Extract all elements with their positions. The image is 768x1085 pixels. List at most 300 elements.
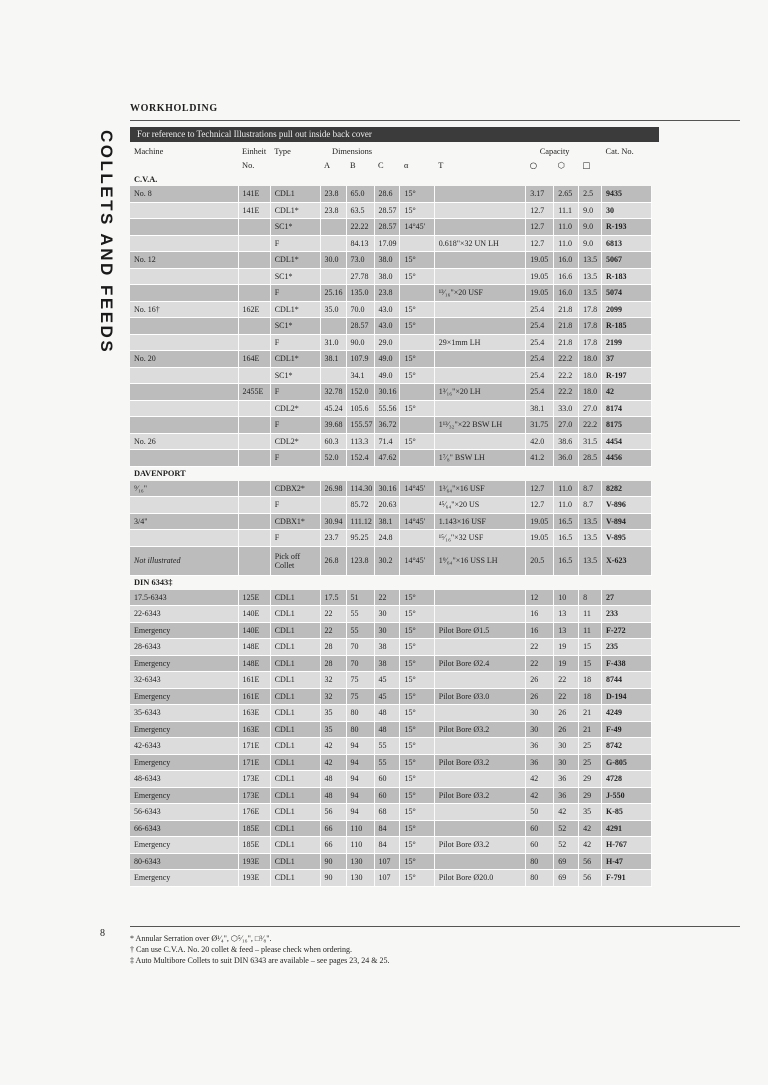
header-row-1 (130, 145, 652, 158)
table-cell: CDL1 (270, 738, 320, 755)
table-row (130, 804, 652, 821)
table-cell: 17.8 (579, 301, 602, 318)
table-cell: CDL2* (270, 400, 320, 417)
table-cell: 42 (554, 804, 579, 821)
table-cell: ¹³⁄₁₆"×20 USF (434, 285, 525, 302)
table-row (130, 367, 652, 384)
table-row (130, 252, 652, 269)
table-cell: CDL1 (270, 787, 320, 804)
table-cell: 17.09 (374, 235, 400, 252)
table-cell: 15° (400, 804, 434, 821)
table-cell: 43.0 (374, 301, 400, 318)
table-cell: CDL1 (270, 688, 320, 705)
table-cell: 80-6343 (130, 853, 238, 870)
table-cell: 30 (374, 606, 400, 623)
table-cell: 15° (400, 400, 434, 417)
table-cell (320, 268, 346, 285)
table-cell: 90 (320, 853, 346, 870)
table-row (130, 513, 652, 530)
table-cell: CDL1 (270, 870, 320, 887)
table-cell: 29 (579, 771, 602, 788)
table-cell: CDBX2* (270, 481, 320, 497)
cat-no-cell: 2099 (602, 301, 652, 318)
table-cell: 185E (238, 820, 270, 837)
table-cell: 12.7 (526, 235, 554, 252)
table-cell: 38.1 (320, 351, 346, 368)
table-cell: 22.2 (554, 351, 579, 368)
table-cell (238, 252, 270, 269)
table-cell (434, 186, 525, 202)
cat-no-cell: 4456 (602, 450, 652, 467)
table-cell: 13.5 (579, 252, 602, 269)
table-cell: 16.5 (554, 513, 579, 530)
table-cell: 38.0 (374, 268, 400, 285)
table-cell (130, 202, 238, 219)
table-cell: 36 (526, 754, 554, 771)
table-cell: 42 (526, 771, 554, 788)
header-c: C (378, 160, 384, 170)
cat-no-cell: 9435 (602, 186, 652, 202)
cat-no-cell: H-47 (602, 853, 652, 870)
table-cell: 21 (579, 721, 602, 738)
table-cell: 173E (238, 787, 270, 804)
table-cell: 18 (579, 688, 602, 705)
table-cell: 16.6 (554, 268, 579, 285)
table-cell: 21.8 (554, 301, 579, 318)
table-cell: 20.63 (374, 497, 400, 514)
table-cell (238, 546, 270, 575)
table-cell: 22 (374, 590, 400, 606)
table-row (130, 433, 652, 450)
table-cell: SC1* (270, 268, 320, 285)
table-cell: CDL1* (270, 252, 320, 269)
table-cell: 26 (526, 688, 554, 705)
bottom-rule (130, 926, 740, 927)
cat-no-cell: R-185 (602, 318, 652, 335)
table-cell: 15° (400, 655, 434, 672)
table-cell: 42 (579, 820, 602, 837)
table-cell: Emergency (130, 655, 238, 672)
table-cell: 2.65 (554, 186, 579, 202)
table-cell (238, 268, 270, 285)
table-row (130, 721, 652, 738)
table-cell (434, 738, 525, 755)
table-cell: 42 (320, 754, 346, 771)
table-cell: 22.22 (346, 219, 374, 236)
table-cell: 12.7 (526, 202, 554, 219)
table-cell: 55 (346, 622, 374, 639)
table-cell: 163E (238, 705, 270, 722)
table-cell: 80 (346, 721, 374, 738)
table-cell: 29×1mm LH (434, 334, 525, 351)
table-cell: 94 (346, 771, 374, 788)
cat-no-cell: 4454 (602, 433, 652, 450)
table-cell: 2455E (238, 384, 270, 401)
table-row (130, 219, 652, 236)
table-cell: Pilot Bore Ø3.2 (434, 754, 525, 771)
table-cell: 14°45' (400, 219, 434, 236)
cat-no-cell: 4728 (602, 771, 652, 788)
table-cell: 113.3 (346, 433, 374, 450)
table-cell: CDL1 (270, 655, 320, 672)
table-cell: Pilot Bore Ø20.0 (434, 870, 525, 887)
table-cell: CDL1 (270, 804, 320, 821)
table-cell: 30.16 (374, 384, 400, 401)
table-row (130, 384, 652, 401)
table-row (130, 318, 652, 335)
table-cell: ⁹⁄₁₆" (130, 481, 238, 497)
table-cell: 13.5 (579, 546, 602, 575)
cat-no-cell: V-894 (602, 513, 652, 530)
table-cell: 36 (526, 738, 554, 755)
table-cell: Emergency (130, 721, 238, 738)
section-label: WORKHOLDING (130, 103, 218, 114)
group-title: DIN 6343‡ (134, 578, 173, 587)
table-cell: 60 (526, 820, 554, 837)
table-cell (130, 235, 238, 252)
table-cell (434, 301, 525, 318)
cat-no-cell: 235 (602, 639, 652, 656)
cat-no-cell: F-438 (602, 655, 652, 672)
table-cell: 36 (554, 787, 579, 804)
table-cell (238, 417, 270, 434)
table-row (130, 450, 652, 467)
table-cell: 16.0 (554, 252, 579, 269)
table-cell (400, 450, 434, 467)
table-cell: 31.75 (526, 417, 554, 434)
table-cell: 80 (526, 853, 554, 870)
table-cell: 0.618"×32 UN LH (434, 235, 525, 252)
table-cell: 18.0 (579, 384, 602, 401)
table-cell: CDL1* (270, 351, 320, 368)
table-cell: 152.4 (346, 450, 374, 467)
table-cell: 135.0 (346, 285, 374, 302)
table-row (130, 688, 652, 705)
table-cell (434, 606, 525, 623)
table-cell: 52 (554, 820, 579, 837)
group-title: C.V.A. (134, 174, 158, 184)
cat-no-cell: 8175 (602, 417, 652, 434)
table-cell: 11.1 (554, 202, 579, 219)
table-cell: 30 (374, 622, 400, 639)
table-cell: 14°45' (400, 546, 434, 575)
table-cell: 111.12 (346, 513, 374, 530)
table-cell: No. 26 (130, 433, 238, 450)
table-cell: 19.05 (526, 268, 554, 285)
table-cell: 55 (374, 738, 400, 755)
table-cell: 193E (238, 853, 270, 870)
table-row (130, 334, 652, 351)
table-cell: 69 (554, 853, 579, 870)
round-capacity-icon: ○ (529, 160, 538, 170)
table-cell: 22 (554, 688, 579, 705)
table-cell: 42 (320, 738, 346, 755)
table-cell: CDL1 (270, 606, 320, 623)
table-cell: 176E (238, 804, 270, 821)
table-cell: Emergency (130, 870, 238, 887)
table-cell: 15° (400, 639, 434, 656)
table-cell: 36.0 (554, 450, 579, 467)
header-a: A (324, 160, 331, 170)
table-row (130, 301, 652, 318)
table-cell: 13.5 (579, 530, 602, 547)
table-cell (434, 367, 525, 384)
table-cell: CDL1 (270, 672, 320, 689)
table-cell: 23.8 (320, 186, 346, 202)
table-cell: No. 12 (130, 252, 238, 269)
table-cell: CDL1 (270, 820, 320, 837)
table-cell: 11.0 (554, 481, 579, 497)
table-cell: 148E (238, 655, 270, 672)
table-row (130, 672, 652, 689)
cat-no-cell: 42 (602, 384, 652, 401)
table-cell (130, 497, 238, 514)
table-cell (238, 497, 270, 514)
table-cell: 30 (554, 754, 579, 771)
table-cell: 12 (526, 590, 554, 606)
table-cell: 80 (346, 705, 374, 722)
side-title: COLLETS AND FEEDS (97, 130, 116, 355)
header-machine: Machine (134, 147, 164, 156)
table-cell: 114.30 (346, 481, 374, 497)
table-cell: 80 (526, 870, 554, 887)
table-cell: CDL1 (270, 754, 320, 771)
table-cell: 15° (400, 367, 434, 384)
cat-no-cell: D-194 (602, 688, 652, 705)
table-cell (130, 334, 238, 351)
table-cell: No. 16† (130, 301, 238, 318)
cat-no-cell: H-767 (602, 837, 652, 854)
table-cell: 11.0 (554, 219, 579, 236)
table-cell: 52 (554, 837, 579, 854)
cat-no-cell: X-623 (602, 546, 652, 575)
table-cell: 11.0 (554, 497, 579, 514)
table-cell: 75 (346, 672, 374, 689)
cat-no-cell: 233 (602, 606, 652, 623)
table-cell: 38.1 (526, 400, 554, 417)
table-cell: 185E (238, 837, 270, 854)
cat-no-cell: V-895 (602, 530, 652, 547)
table-cell: 13.5 (579, 513, 602, 530)
table-cell: 15° (400, 721, 434, 738)
table-cell: 84.13 (346, 235, 374, 252)
table-cell: 13.5 (579, 268, 602, 285)
table-cell: 15° (400, 606, 434, 623)
table-cell (238, 285, 270, 302)
table-cell: 19 (554, 639, 579, 656)
table-cell: 15° (400, 705, 434, 722)
table-cell: 28.6 (374, 186, 400, 202)
table-cell: 25.4 (526, 334, 554, 351)
table-cell: 22.2 (554, 384, 579, 401)
table-cell: 27.0 (579, 400, 602, 417)
table-cell (130, 367, 238, 384)
group-title: DAVENPORT (134, 469, 186, 478)
table-cell: No. 8 (130, 186, 238, 202)
table-cell: 16 (526, 606, 554, 623)
cat-no-cell: 8742 (602, 738, 652, 755)
table-cell: 70 (346, 655, 374, 672)
table-cell: 30 (526, 721, 554, 738)
table-cell: 28 (320, 639, 346, 656)
table-cell: SC1* (270, 318, 320, 335)
table-cell: 32.78 (320, 384, 346, 401)
cat-no-cell: 5067 (602, 252, 652, 269)
table-row (130, 655, 652, 672)
table-cell: 66 (320, 820, 346, 837)
table-cell: 8 (579, 590, 602, 606)
table-cell: 1⁹⁄₆₄"×16 USS LH (434, 546, 525, 575)
table-cell: 38.0 (374, 252, 400, 269)
table-cell: Pilot Bore Ø3.2 (434, 721, 525, 738)
table-row (130, 546, 652, 575)
table-cell: CDL1 (270, 590, 320, 606)
table-cell (434, 268, 525, 285)
group-row (130, 466, 652, 481)
cat-no-cell: 4249 (602, 705, 652, 722)
table-row (130, 285, 652, 302)
table-cell: 15° (400, 301, 434, 318)
table-cell (400, 235, 434, 252)
table-cell: 21 (579, 705, 602, 722)
table-cell: 94 (346, 787, 374, 804)
table-cell: 17.8 (579, 318, 602, 335)
hex-capacity-icon: ⬡ (557, 160, 566, 170)
table-cell: 15° (400, 688, 434, 705)
cat-no-cell: R-183 (602, 268, 652, 285)
table-cell (238, 513, 270, 530)
table-cell: Pilot Bore Ø3.2 (434, 837, 525, 854)
table-cell: 141E (238, 202, 270, 219)
cat-no-cell: 5074 (602, 285, 652, 302)
header-b: B (350, 160, 356, 170)
table-cell: F (270, 417, 320, 434)
table-cell (238, 481, 270, 497)
table-cell: 162E (238, 301, 270, 318)
table-cell: 161E (238, 688, 270, 705)
table-cell: 173E (238, 771, 270, 788)
table-cell: 35.0 (320, 301, 346, 318)
header-alpha: α (403, 160, 409, 170)
table-cell: 140E (238, 622, 270, 639)
table-row (130, 530, 652, 547)
table-cell: 163E (238, 721, 270, 738)
header-t: T (438, 160, 444, 170)
table-cell: 95.25 (346, 530, 374, 547)
table-cell (238, 334, 270, 351)
table-cell: CDL1 (270, 639, 320, 656)
table-cell: 30.16 (374, 481, 400, 497)
table-cell: 141E (238, 186, 270, 202)
table-cell: Emergency (130, 787, 238, 804)
table-cell (434, 705, 525, 722)
table-cell: 152.0 (346, 384, 374, 401)
table-cell: Pilot Bore Ø1.5 (434, 622, 525, 639)
table-body (130, 172, 652, 886)
table-cell (434, 804, 525, 821)
table-cell: 15° (400, 738, 434, 755)
table-cell: 22.2 (579, 417, 602, 434)
table-cell: 1³⁄₆₄"×16 USF (434, 481, 525, 497)
table-cell (238, 400, 270, 417)
table-cell: 16.5 (554, 530, 579, 547)
table-cell: 84 (374, 837, 400, 854)
header-cat: Cat. No. (605, 147, 634, 156)
table-cell: 15° (400, 754, 434, 771)
table-cell: 2.5 (579, 186, 602, 202)
table-cell: 65.0 (346, 186, 374, 202)
table-cell: 84 (374, 820, 400, 837)
header-row-2 (130, 158, 652, 172)
table-cell: 30.94 (320, 513, 346, 530)
table-cell: 3/4" (130, 513, 238, 530)
table-cell: 171E (238, 754, 270, 771)
table-cell: 90.0 (346, 334, 374, 351)
collets-table (130, 145, 652, 887)
table-cell: CDL1* (270, 301, 320, 318)
table-cell: CDL2* (270, 433, 320, 450)
table-cell: 164E (238, 351, 270, 368)
table-cell: F (270, 497, 320, 514)
table-cell: 15° (400, 433, 434, 450)
table-row (130, 351, 652, 368)
table-cell: 155.57 (346, 417, 374, 434)
table-cell: 75 (346, 688, 374, 705)
table-cell: Not illustrated (130, 546, 238, 575)
table-cell: 16.0 (554, 285, 579, 302)
table-row (130, 820, 652, 837)
cat-no-cell: R-193 (602, 219, 652, 236)
table-cell: 15° (400, 870, 434, 887)
top-rule (130, 120, 740, 121)
table-cell: 32 (320, 672, 346, 689)
table-row (130, 622, 652, 639)
table-cell: 70.0 (346, 301, 374, 318)
table-cell: F (270, 384, 320, 401)
table-cell: 22 (526, 639, 554, 656)
table-cell: 11 (579, 622, 602, 639)
table-cell: SC1* (270, 367, 320, 384)
table-cell: 45.24 (320, 400, 346, 417)
table-cell: 35 (579, 804, 602, 821)
table-cell: CDL1 (270, 721, 320, 738)
table-cell: 42 (579, 837, 602, 854)
table-cell: 25.4 (526, 384, 554, 401)
table-cell: 28.57 (346, 318, 374, 335)
table-cell: 56 (320, 804, 346, 821)
table-cell: 42-6343 (130, 738, 238, 755)
table-cell: 23.8 (320, 202, 346, 219)
table-cell: 22 (526, 655, 554, 672)
table-cell: 16.5 (554, 546, 579, 575)
table-cell: 32-6343 (130, 672, 238, 689)
footnote: † Can use C.V.A. No. 20 collet & feed – please check when ordering. (130, 945, 353, 954)
table-cell: 70 (346, 639, 374, 656)
table-cell: 26 (554, 721, 579, 738)
table-cell: 68 (374, 804, 400, 821)
table-cell: 15° (400, 202, 434, 219)
table-cell: Pick off Collet (270, 546, 320, 575)
table-cell: 45 (374, 672, 400, 689)
table-cell (400, 384, 434, 401)
header-type: Type (274, 147, 291, 156)
table-cell (400, 417, 434, 434)
table-cell (238, 450, 270, 467)
cat-no-cell: F-49 (602, 721, 652, 738)
table-cell: 25.4 (526, 318, 554, 335)
table-cell: CDL1 (270, 853, 320, 870)
table-cell: 148E (238, 639, 270, 656)
